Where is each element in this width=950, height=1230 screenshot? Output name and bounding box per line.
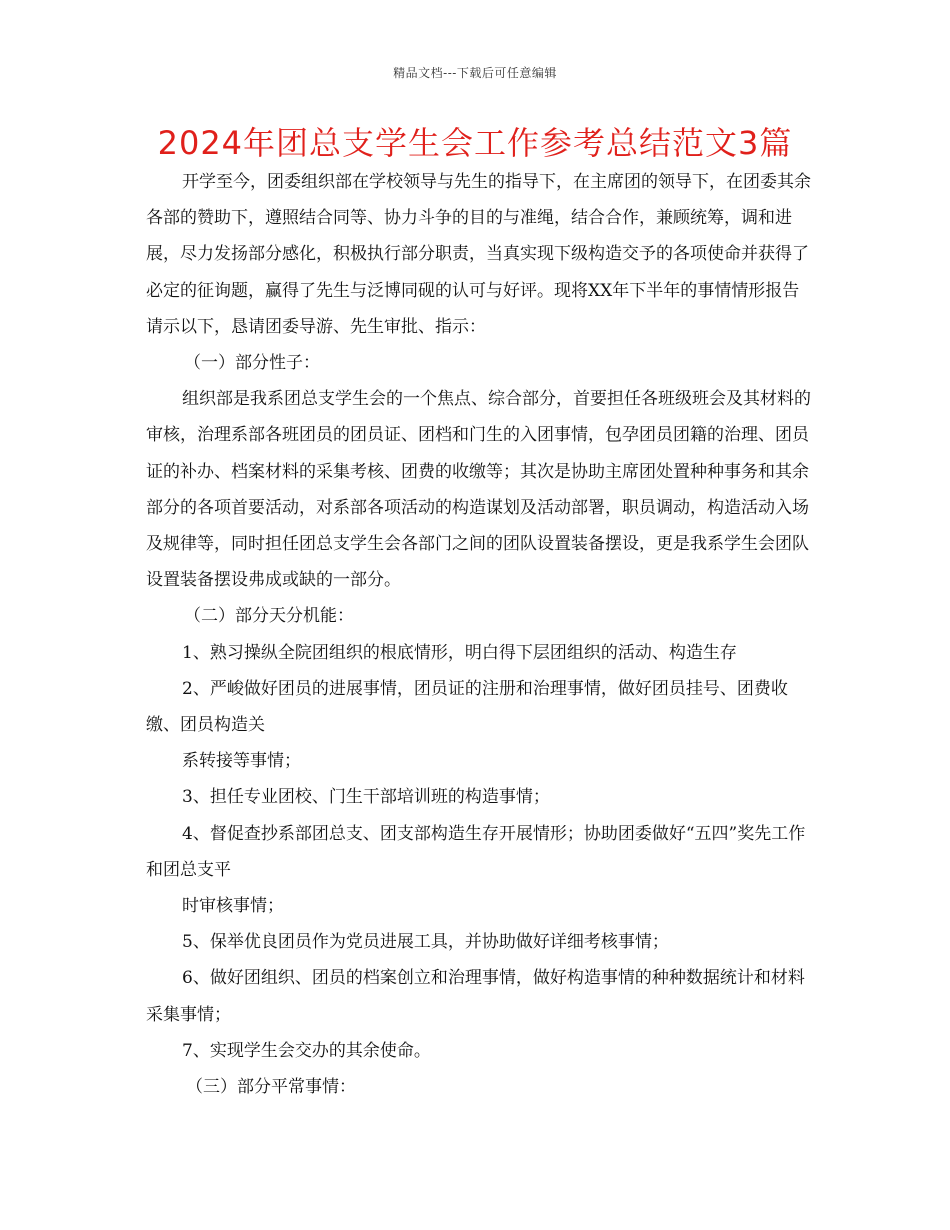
intro-paragraph: 开学至今，团委组织部在学校领导与先生的指导下，在主席团的领导下，在团委其余各部的赞助下，遵照结合同等、协力斗争的目的与准绳，结合合作，兼顾统筹，调和进展，尽力发扬部分感化，积极执行部分职责，当真实现下级构造交予的各项使命并获得了必定的征询题，赢得了先生与泛博同砚的认可与好评。现将XX年下半年的事情情形报告请示以下，恳请团委导游、先生审批、指示：	[146, 172, 811, 337]
nature-paragraph: 组织部是我系团总支学生会的一个焦点、综合部分，首要担任各班级班会及其材料的审核，治理系部各班团员的团员证、团档和门生的入团事情，包孕团员团籍的治理、团员证的补办、档案材料的采集考核、团费的收缴等；其次是协助主席团处置种种事务和其余部分的各项首要活动，对系部各项活动的构造谋划及活动部署，职员调动，构造活动入场及规律等，同时担任团总支学生会各部门之间的团队设置装备摆设，更是我系学生会团队设置装备摆设弗成或缺的一部分。	[146, 389, 811, 591]
section-heading-routine: （三）部分平常事情：	[186, 1077, 356, 1098]
function-item-4-continued: 时审核事情；	[182, 896, 284, 917]
function-item-2: 2、严峻做好团员的进展事情，团员证的注册和治理事情，做好团员挂号、团费收缴、团员构造关	[146, 678, 788, 736]
function-item-5: 5、保举优良团员作为党员进展工具，并协助做好详细考核事情；	[182, 932, 669, 953]
section-heading-nature: （一）部分性子：	[184, 353, 320, 374]
function-item-6: 6、做好团组织、团员的档案创立和治理事情，做好构造事情的种种数据统计和材料采集事情；	[146, 968, 805, 1025]
section-heading-functions: （二）部分天分机能：	[184, 606, 354, 627]
function-item-2-continued: 系转接等事情；	[182, 751, 301, 772]
function-item-1: 1、熟习操纵全院团组织的根底情形，明白得下层团组织的活动、构造生存	[182, 642, 737, 663]
function-item-4: 4、督促查抄系部团总支、团支部构造生存开展情形；协助团委做好“五四”奖先工作和团总支平	[146, 823, 806, 880]
document-title: 2024年团总支学生会工作参考总结范文3篇	[157, 124, 793, 162]
function-item-3: 3、担任专业团校、门生干部培训班的构造事情；	[182, 787, 550, 808]
function-item-7: 7、实现学生会交办的其余使命。	[182, 1040, 431, 1061]
document-body	[146, 164, 814, 1105]
header-note: 精品文档---下载后可任意编辑	[393, 66, 557, 80]
